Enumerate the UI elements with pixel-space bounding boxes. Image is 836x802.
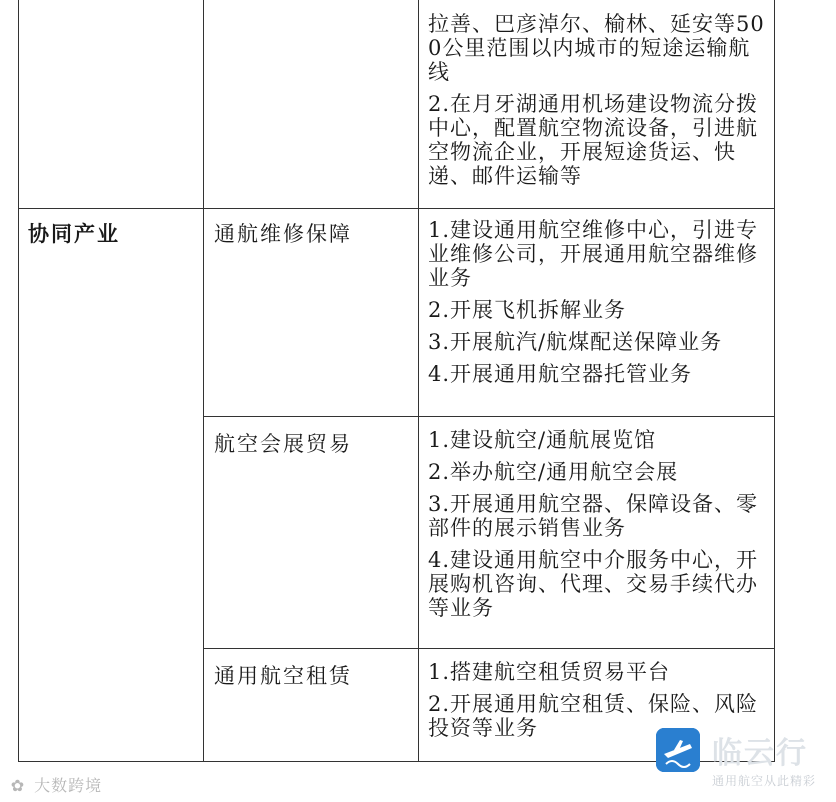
top-row-cell — [428, 12, 766, 196]
group-label-maintenance: 通航维修保障 — [214, 222, 352, 246]
watermark-tagline: 通用航空从此精彩 — [712, 774, 817, 788]
list-item: 2.开展飞机拆解业务 — [428, 298, 627, 322]
table-border-left — [18, 0, 19, 762]
list-item: 1.搭建航空租赁贸易平台 — [428, 660, 671, 684]
group-label-leasing: 通用航空租赁 — [214, 664, 352, 688]
watermark-brand: 临云行 — [712, 736, 808, 771]
list-item: 4.开展通用航空器托管业务 — [428, 362, 693, 386]
group-cell-maintenance — [428, 218, 766, 394]
group-label-exhibition: 航空会展贸易 — [214, 432, 352, 456]
watermark-left-text: 大数跨境 — [34, 776, 103, 795]
wechat-icon: ✿ — [10, 776, 26, 795]
top-row-item-1: 拉善、巴彦淖尔、榆林、延安等500公里范围以内城市的短途运输航线 — [428, 12, 765, 84]
list-item: 4.建设通用航空中介服务中心，开展购机咨询、代理、交易手续代办等业务 — [428, 548, 759, 620]
top-row-item-2: 2.在月牙湖通用机场建设物流分拨中心，配置航空物流设备，引进航空物流企业，开展短途货运、快递、邮件运输等 — [428, 92, 759, 188]
row-divider-group2 — [203, 648, 775, 649]
category-label: 协同产业 — [28, 222, 120, 246]
row-divider-top-section — [18, 208, 775, 209]
list-item: 2.开展通用航空租赁、保险、风险投资等业务 — [428, 692, 759, 740]
watermark-right — [656, 728, 834, 798]
group-cell-exhibition — [428, 428, 766, 628]
list-item: 2.举办航空/通用航空会展 — [428, 460, 679, 484]
list-item: 3.开展通用航空器、保障设备、零部件的展示销售业务 — [428, 492, 759, 540]
list-item: 1.建设通用航空维修中心，引进专业维修公司，开展通用航空器维修业务 — [428, 218, 759, 290]
list-item: 1.建设航空/通航展览馆 — [428, 428, 657, 452]
brand-logo-icon — [656, 728, 700, 772]
watermark-left — [8, 773, 102, 796]
list-item: 3.开展航汽/航煤配送保障业务 — [428, 330, 723, 354]
row-divider-group1 — [203, 416, 775, 417]
